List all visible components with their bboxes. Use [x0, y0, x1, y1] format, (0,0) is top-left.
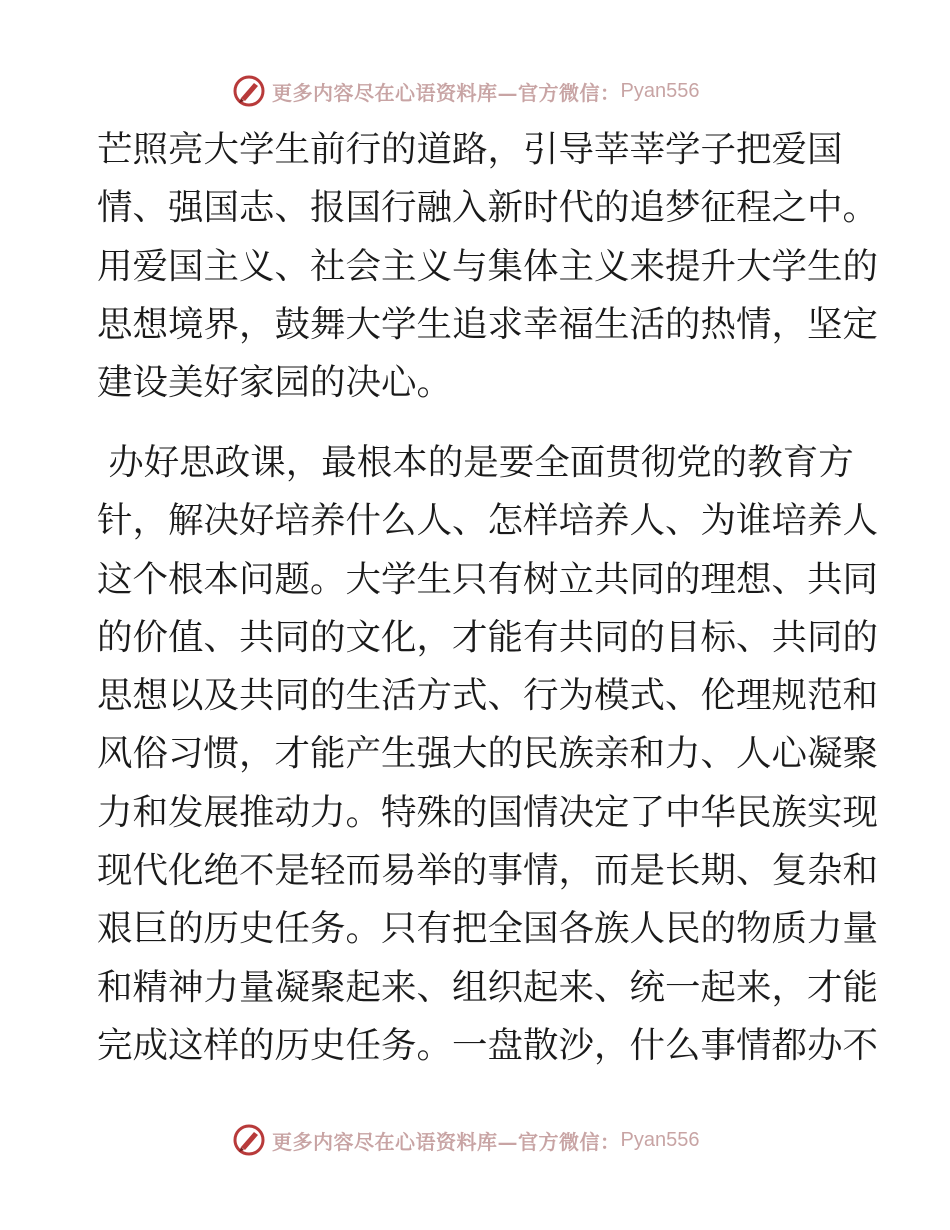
text-line: 思想以及共同的生活方式、行为模式、伦理规范和 — [97, 675, 879, 717]
text-line: 艰巨的历史任务。只有把全国各族人民的物质力量 — [97, 908, 879, 950]
text-line: 风俗习惯，才能产生强大的民族亲和力、人心凝聚 — [97, 733, 879, 775]
text-line: 完成这样的历史任务。一盘散沙，什么事情都办不 — [97, 1024, 879, 1066]
text-line: 的价值、共同的文化，才能有共同的目标、共同的 — [97, 616, 879, 658]
header-watermark — [232, 73, 699, 109]
paragraph-1 — [97, 121, 879, 412]
watermark-wechat-id: Pyan556 — [620, 1128, 700, 1151]
text-line: 建设美好家园的决心。 — [97, 362, 453, 404]
paragraph-2 — [97, 434, 879, 1075]
text-line: 和精神力量凝聚起来、组织起来、统一起来，才能 — [97, 966, 879, 1008]
text-line: 办好思政课，最根本的是要全面贯彻党的教育方 — [97, 442, 854, 483]
text-line: 思想境界，鼓舞大学生追求幸福生活的热情，坚定 — [97, 303, 879, 345]
text-line: 芒照亮大学生前行的道路，引导莘莘学子把爱国 — [97, 129, 843, 170]
text-line: 情、强国志、报国行融入新时代的追梦征程之中。 — [97, 187, 879, 229]
pen-logo-icon — [232, 1123, 266, 1157]
text-line: 针，解决好培养什么人、怎样培养人、为谁培养人 — [97, 500, 879, 542]
text-line: 力和发展推动力。特殊的国情决定了中华民族实现 — [97, 791, 879, 833]
text-line: 用爱国主义、社会主义与集体主义来提升大学生的 — [97, 245, 879, 287]
footer-watermark — [232, 1122, 699, 1158]
watermark-text: 更多内容尽在心语资料库—官方微信： — [272, 1129, 621, 1154]
text-line: 这个根本问题。大学生只有树立共同的理想、共同 — [97, 558, 879, 600]
pen-logo-icon — [232, 74, 266, 108]
text-line: 现代化绝不是轻而易举的事情，而是长期、复杂和 — [97, 850, 879, 892]
watermark-text: 更多内容尽在心语资料库—官方微信： — [272, 80, 621, 105]
watermark-wechat-id: Pyan556 — [620, 79, 700, 102]
